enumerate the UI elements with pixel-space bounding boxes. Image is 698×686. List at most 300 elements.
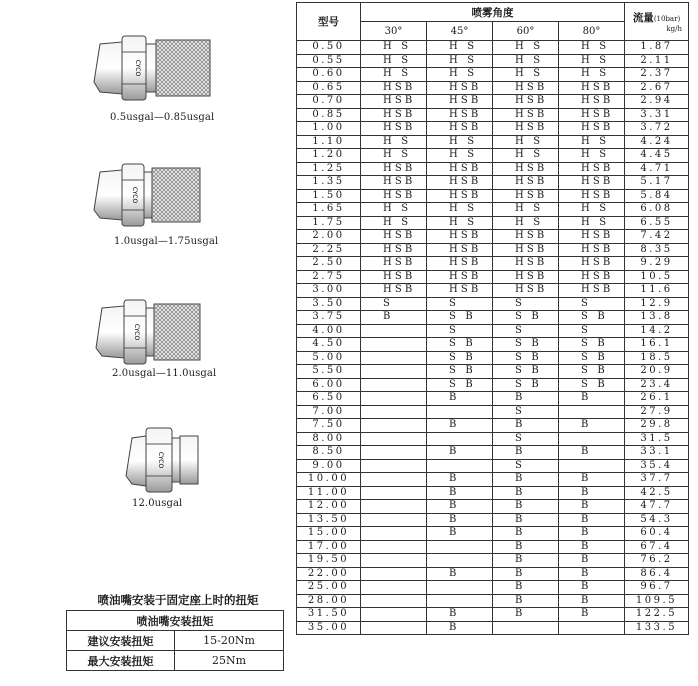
angle-80-cell: H S B: [559, 122, 625, 136]
angle-60-cell: S B: [493, 311, 559, 325]
angle-30-cell: [361, 378, 427, 392]
angle-45-cell: H S: [427, 135, 493, 149]
angle-30-cell: H S B: [361, 162, 427, 176]
model-cell: 22.00: [297, 567, 361, 581]
model-cell: 1.10: [297, 135, 361, 149]
table-row: [297, 54, 689, 68]
angle-80-cell: H S B: [559, 189, 625, 203]
table-row: [297, 338, 689, 352]
model-cell: 3.00: [297, 284, 361, 298]
angle-45-cell: B: [427, 392, 493, 406]
table-row: [297, 311, 689, 325]
angle-60-cell: H S B: [493, 95, 559, 109]
torque-label: 建议安装扭矩: [67, 631, 175, 651]
flow-unit-kgh: kg/h: [666, 25, 682, 33]
model-cell: 0.70: [297, 95, 361, 109]
angle-60-cell: H S: [493, 135, 559, 149]
model-cell: 7.50: [297, 419, 361, 433]
angle-45-cell: B: [427, 446, 493, 460]
flow-cell: 76.2: [625, 554, 689, 568]
flow-cell: 11.6: [625, 284, 689, 298]
nozzle-caption-2: 1.0usgal—1.75usgal: [114, 236, 219, 247]
angle-30-cell: [361, 446, 427, 460]
flow-cell: 20.9: [625, 365, 689, 379]
table-row: [297, 392, 689, 406]
flow-cell: 4.24: [625, 135, 689, 149]
angle-60-cell: H S: [493, 68, 559, 82]
model-cell: 1.75: [297, 216, 361, 230]
flow-cell: 7.42: [625, 230, 689, 244]
angle-80-cell: H S: [559, 203, 625, 217]
angle-60-cell: H S B: [493, 122, 559, 136]
model-cell: 2.75: [297, 270, 361, 284]
angle-60-cell: H S B: [493, 257, 559, 271]
angle-60-cell: B: [493, 446, 559, 460]
model-cell: 3.75: [297, 311, 361, 325]
table-row: [297, 500, 689, 514]
brand-label: CYCO: [133, 323, 140, 341]
model-header: 型号: [297, 3, 361, 41]
angle-45-cell: S: [427, 324, 493, 338]
angle-80-cell: S B: [559, 351, 625, 365]
angle-80-cell: B: [559, 567, 625, 581]
angle-30-cell: S: [361, 297, 427, 311]
flow-cell: 23.4: [625, 378, 689, 392]
table-row: [297, 621, 689, 635]
table-row: [67, 651, 284, 671]
model-cell: 0.65: [297, 81, 361, 95]
model-cell: 3.50: [297, 297, 361, 311]
angle-45-cell: [427, 581, 493, 595]
flow-cell: 31.5: [625, 432, 689, 446]
angle-45-cell: B: [427, 527, 493, 541]
angle-45-cell: B: [427, 567, 493, 581]
table-row: [297, 459, 689, 473]
angle-30-cell: H S B: [361, 284, 427, 298]
flow-cell: 47.7: [625, 500, 689, 514]
table-row: [297, 149, 689, 163]
angle-60-cell: H S B: [493, 230, 559, 244]
table-row: [297, 324, 689, 338]
flow-cell: 109.5: [625, 594, 689, 608]
torque-table: [66, 610, 284, 671]
angle-60-cell: B: [493, 486, 559, 500]
angle-80-cell: H S B: [559, 257, 625, 271]
model-cell: 2.00: [297, 230, 361, 244]
nozzle-illustration-2: [92, 160, 202, 230]
angle-60-cell: B: [493, 392, 559, 406]
angle-80-cell: [559, 459, 625, 473]
angle-80-cell: H S B: [559, 284, 625, 298]
table-row: [297, 297, 689, 311]
table-row: [297, 81, 689, 95]
model-cell: 0.85: [297, 108, 361, 122]
flow-cell: 10.5: [625, 270, 689, 284]
model-cell: 31.50: [297, 608, 361, 622]
angle-45-cell: H S B: [427, 162, 493, 176]
angle-80-cell: H S: [559, 216, 625, 230]
spec-table: [296, 2, 689, 635]
table-row: [297, 108, 689, 122]
nozzle-caption-4: 12.0usgal: [132, 498, 183, 509]
angle-80-cell: B: [559, 392, 625, 406]
flow-cell: 14.2: [625, 324, 689, 338]
angle-30-cell: [361, 621, 427, 635]
angle-45-cell: [427, 594, 493, 608]
model-cell: 12.00: [297, 500, 361, 514]
angle-45-cell: H S: [427, 54, 493, 68]
model-cell: 10.00: [297, 473, 361, 487]
model-cell: 35.00: [297, 621, 361, 635]
model-cell: 1.00: [297, 122, 361, 136]
angle-30-cell: [361, 351, 427, 365]
flow-cell: 67.4: [625, 540, 689, 554]
angle-45-cell: H S B: [427, 189, 493, 203]
table-row: [297, 405, 689, 419]
angle-60-cell: H S: [493, 149, 559, 163]
angle-60-cell: S B: [493, 365, 559, 379]
model-cell: 1.65: [297, 203, 361, 217]
flow-cell: 29.8: [625, 419, 689, 433]
angle-30-cell: [361, 405, 427, 419]
model-cell: 4.50: [297, 338, 361, 352]
angle-80-cell: B: [559, 594, 625, 608]
table-row: [297, 351, 689, 365]
angle-60-cell: H S B: [493, 162, 559, 176]
angle-45-cell: [427, 554, 493, 568]
angle-60-cell: B: [493, 540, 559, 554]
angle-45-cell: B: [427, 513, 493, 527]
angle-60-cell: B: [493, 567, 559, 581]
angle-60-cell: S: [493, 459, 559, 473]
model-cell: 19.50: [297, 554, 361, 568]
flow-cell: 12.9: [625, 297, 689, 311]
table-row: [297, 594, 689, 608]
angle-80-cell: H S: [559, 41, 625, 55]
table-row: [297, 203, 689, 217]
angle-45-header: 45°: [427, 22, 493, 41]
angle-80-cell: H S B: [559, 162, 625, 176]
angle-80-cell: H S B: [559, 270, 625, 284]
table-row: [297, 419, 689, 433]
flow-cell: 3.31: [625, 108, 689, 122]
angle-30-cell: [361, 473, 427, 487]
angle-80-cell: H S: [559, 68, 625, 82]
flow-cell: 2.37: [625, 68, 689, 82]
angle-60-cell: B: [493, 419, 559, 433]
angle-60-cell: B: [493, 581, 559, 595]
angle-45-cell: H S B: [427, 122, 493, 136]
angle-30-cell: [361, 392, 427, 406]
table-row: [297, 365, 689, 379]
table-row: [297, 513, 689, 527]
table-row: [297, 581, 689, 595]
angle-45-cell: [427, 432, 493, 446]
table-row: [297, 41, 689, 55]
model-cell: 2.50: [297, 257, 361, 271]
model-cell: 6.50: [297, 392, 361, 406]
table-row: [297, 567, 689, 581]
angle-60-cell: S: [493, 297, 559, 311]
angle-60-cell: H S: [493, 41, 559, 55]
angle-45-cell: S B: [427, 378, 493, 392]
angle-60-cell: B: [493, 500, 559, 514]
angle-45-cell: H S B: [427, 95, 493, 109]
angle-80-cell: B: [559, 513, 625, 527]
table-row: [67, 631, 284, 651]
flow-cell: 18.5: [625, 351, 689, 365]
angle-45-cell: [427, 540, 493, 554]
angle-60-cell: H S B: [493, 243, 559, 257]
table-row: [297, 162, 689, 176]
angle-30-cell: [361, 365, 427, 379]
angle-30-cell: H S: [361, 41, 427, 55]
model-cell: 1.35: [297, 176, 361, 190]
angle-80-cell: B: [559, 419, 625, 433]
model-cell: 7.00: [297, 405, 361, 419]
angle-30-cell: H S B: [361, 243, 427, 257]
flow-cell: 27.9: [625, 405, 689, 419]
flow-cell: 122.5: [625, 608, 689, 622]
angle-80-cell: B: [559, 527, 625, 541]
torque-title: 喷油嘴安装于固定座上时的扭矩: [97, 593, 259, 607]
angle-45-cell: H S B: [427, 108, 493, 122]
angle-80-header: 80°: [559, 22, 625, 41]
table-row: [297, 554, 689, 568]
torque-value: 25Nm: [175, 651, 284, 671]
angle-60-cell: H S B: [493, 284, 559, 298]
angle-60-cell: B: [493, 473, 559, 487]
angle-45-cell: [427, 459, 493, 473]
angle-60-cell: H S B: [493, 81, 559, 95]
model-cell: 17.00: [297, 540, 361, 554]
angle-80-cell: H S B: [559, 95, 625, 109]
angle-30-cell: H S B: [361, 176, 427, 190]
model-cell: 13.50: [297, 513, 361, 527]
table-row: [297, 446, 689, 460]
nozzle-illustration-4: [124, 426, 200, 494]
angle-30-cell: H S B: [361, 189, 427, 203]
model-cell: 28.00: [297, 594, 361, 608]
angle-30-cell: [361, 513, 427, 527]
angle-30-cell: [361, 419, 427, 433]
flow-header: 流量: [632, 12, 654, 24]
flow-cell: 37.7: [625, 473, 689, 487]
torque-header: 喷油嘴安装扭矩: [67, 611, 284, 631]
angle-45-cell: H S: [427, 216, 493, 230]
model-cell: 1.50: [297, 189, 361, 203]
flow-cell: 26.1: [625, 392, 689, 406]
angle-60-cell: B: [493, 513, 559, 527]
angle-80-cell: H S B: [559, 230, 625, 244]
flow-cell: 60.4: [625, 527, 689, 541]
angle-header: 喷雾角度: [361, 3, 625, 22]
angle-80-cell: B: [559, 554, 625, 568]
angle-60-cell: B: [493, 527, 559, 541]
angle-30-cell: [361, 324, 427, 338]
flow-cell: 3.72: [625, 122, 689, 136]
table-row: [297, 540, 689, 554]
flow-cell: 13.8: [625, 311, 689, 325]
model-cell: 0.60: [297, 68, 361, 82]
angle-45-cell: H S B: [427, 243, 493, 257]
model-cell: 25.00: [297, 581, 361, 595]
angle-80-cell: B: [559, 500, 625, 514]
angle-30-cell: [361, 540, 427, 554]
flow-cell: 35.4: [625, 459, 689, 473]
nozzle-caption-1: 0.5usgal—0.85usgal: [110, 112, 215, 123]
angle-45-cell: H S B: [427, 176, 493, 190]
nozzle-caption-3: 2.0usgal—11.0usgal: [112, 368, 217, 379]
torque-value: 15-20Nm: [175, 631, 284, 651]
table-row: [297, 473, 689, 487]
table-row: [297, 284, 689, 298]
flow-cell: 2.11: [625, 54, 689, 68]
angle-45-cell: B: [427, 419, 493, 433]
table-row: [297, 230, 689, 244]
angle-30-cell: H S B: [361, 81, 427, 95]
table-row: [297, 257, 689, 271]
model-cell: 15.00: [297, 527, 361, 541]
angle-60-cell: H S B: [493, 176, 559, 190]
angle-60-cell: S B: [493, 351, 559, 365]
flow-cell: 133.5: [625, 621, 689, 635]
torque-label: 最大安装扭矩: [67, 651, 175, 671]
table-row: [297, 122, 689, 136]
angle-45-cell: H S: [427, 41, 493, 55]
angle-80-cell: B: [559, 473, 625, 487]
angle-30-header: 30°: [361, 22, 427, 41]
angle-60-cell: B: [493, 594, 559, 608]
flow-cell: 2.94: [625, 95, 689, 109]
table-row: [297, 176, 689, 190]
angle-60-cell: S B: [493, 378, 559, 392]
angle-30-cell: [361, 594, 427, 608]
angle-30-cell: [361, 500, 427, 514]
angle-45-cell: B: [427, 608, 493, 622]
angle-60-cell: S: [493, 405, 559, 419]
angle-60-cell: H S: [493, 216, 559, 230]
angle-80-cell: B: [559, 486, 625, 500]
angle-30-cell: H S: [361, 149, 427, 163]
angle-45-cell: [427, 405, 493, 419]
model-cell: 11.00: [297, 486, 361, 500]
angle-30-cell: H S B: [361, 270, 427, 284]
brand-label: CYCO: [157, 451, 164, 469]
angle-60-cell: [493, 621, 559, 635]
flow-cell: 5.17: [625, 176, 689, 190]
angle-30-cell: [361, 581, 427, 595]
angle-30-cell: H S: [361, 68, 427, 82]
model-cell: 5.00: [297, 351, 361, 365]
angle-45-cell: H S B: [427, 81, 493, 95]
angle-60-cell: H S B: [493, 189, 559, 203]
angle-60-cell: H S B: [493, 270, 559, 284]
flow-cell: 6.08: [625, 203, 689, 217]
spec-table-body: [297, 41, 689, 635]
angle-80-cell: S B: [559, 365, 625, 379]
table-row: [297, 270, 689, 284]
angle-30-cell: H S: [361, 203, 427, 217]
model-cell: 5.50: [297, 365, 361, 379]
angle-60-cell: S: [493, 432, 559, 446]
model-cell: 2.25: [297, 243, 361, 257]
table-row: [297, 95, 689, 109]
angle-80-cell: H S: [559, 54, 625, 68]
angle-30-cell: H S: [361, 135, 427, 149]
angle-80-cell: [559, 621, 625, 635]
angle-45-cell: S B: [427, 311, 493, 325]
angle-60-cell: H S: [493, 54, 559, 68]
angle-30-cell: H S B: [361, 122, 427, 136]
angle-80-cell: H S B: [559, 108, 625, 122]
angle-80-cell: S: [559, 324, 625, 338]
table-row: [297, 216, 689, 230]
angle-60-cell: S: [493, 324, 559, 338]
angle-80-cell: S: [559, 297, 625, 311]
flow-unit: (10bar): [653, 15, 681, 23]
angle-60-header: 60°: [493, 22, 559, 41]
angle-45-cell: S B: [427, 338, 493, 352]
flow-cell: 8.35: [625, 243, 689, 257]
model-cell: 8.00: [297, 432, 361, 446]
angle-80-cell: [559, 405, 625, 419]
flow-header-cell: [625, 3, 689, 41]
angle-30-cell: [361, 554, 427, 568]
angle-30-cell: H S B: [361, 230, 427, 244]
flow-cell: 16.1: [625, 338, 689, 352]
angle-60-cell: S B: [493, 338, 559, 352]
flow-cell: 86.4: [625, 567, 689, 581]
angle-30-cell: H S: [361, 216, 427, 230]
flow-cell: 42.5: [625, 486, 689, 500]
model-cell: 9.00: [297, 459, 361, 473]
flow-cell: 9.29: [625, 257, 689, 271]
angle-30-cell: H S B: [361, 257, 427, 271]
angle-45-cell: S: [427, 297, 493, 311]
table-row: [297, 432, 689, 446]
nozzle-illustration-1: [92, 30, 212, 106]
angle-45-cell: H S B: [427, 257, 493, 271]
angle-45-cell: S B: [427, 365, 493, 379]
angle-80-cell: H S B: [559, 176, 625, 190]
brand-label: CYCO: [134, 59, 141, 77]
model-cell: 1.20: [297, 149, 361, 163]
angle-45-cell: B: [427, 473, 493, 487]
flow-cell: 4.71: [625, 162, 689, 176]
flow-cell: 4.45: [625, 149, 689, 163]
angle-30-cell: [361, 567, 427, 581]
table-row: [297, 189, 689, 203]
angle-30-cell: [361, 527, 427, 541]
angle-80-cell: H S B: [559, 81, 625, 95]
angle-30-cell: [361, 608, 427, 622]
brand-label: CYCO: [131, 186, 138, 204]
angle-45-cell: H S: [427, 68, 493, 82]
table-row: [297, 68, 689, 82]
flow-cell: 54.3: [625, 513, 689, 527]
model-cell: 4.00: [297, 324, 361, 338]
table-row: [297, 243, 689, 257]
angle-30-cell: [361, 459, 427, 473]
angle-60-cell: B: [493, 554, 559, 568]
angle-45-cell: H S B: [427, 230, 493, 244]
table-row: [297, 608, 689, 622]
angle-80-cell: B: [559, 581, 625, 595]
model-cell: 8.50: [297, 446, 361, 460]
flow-cell: 96.7: [625, 581, 689, 595]
model-cell: 6.00: [297, 378, 361, 392]
